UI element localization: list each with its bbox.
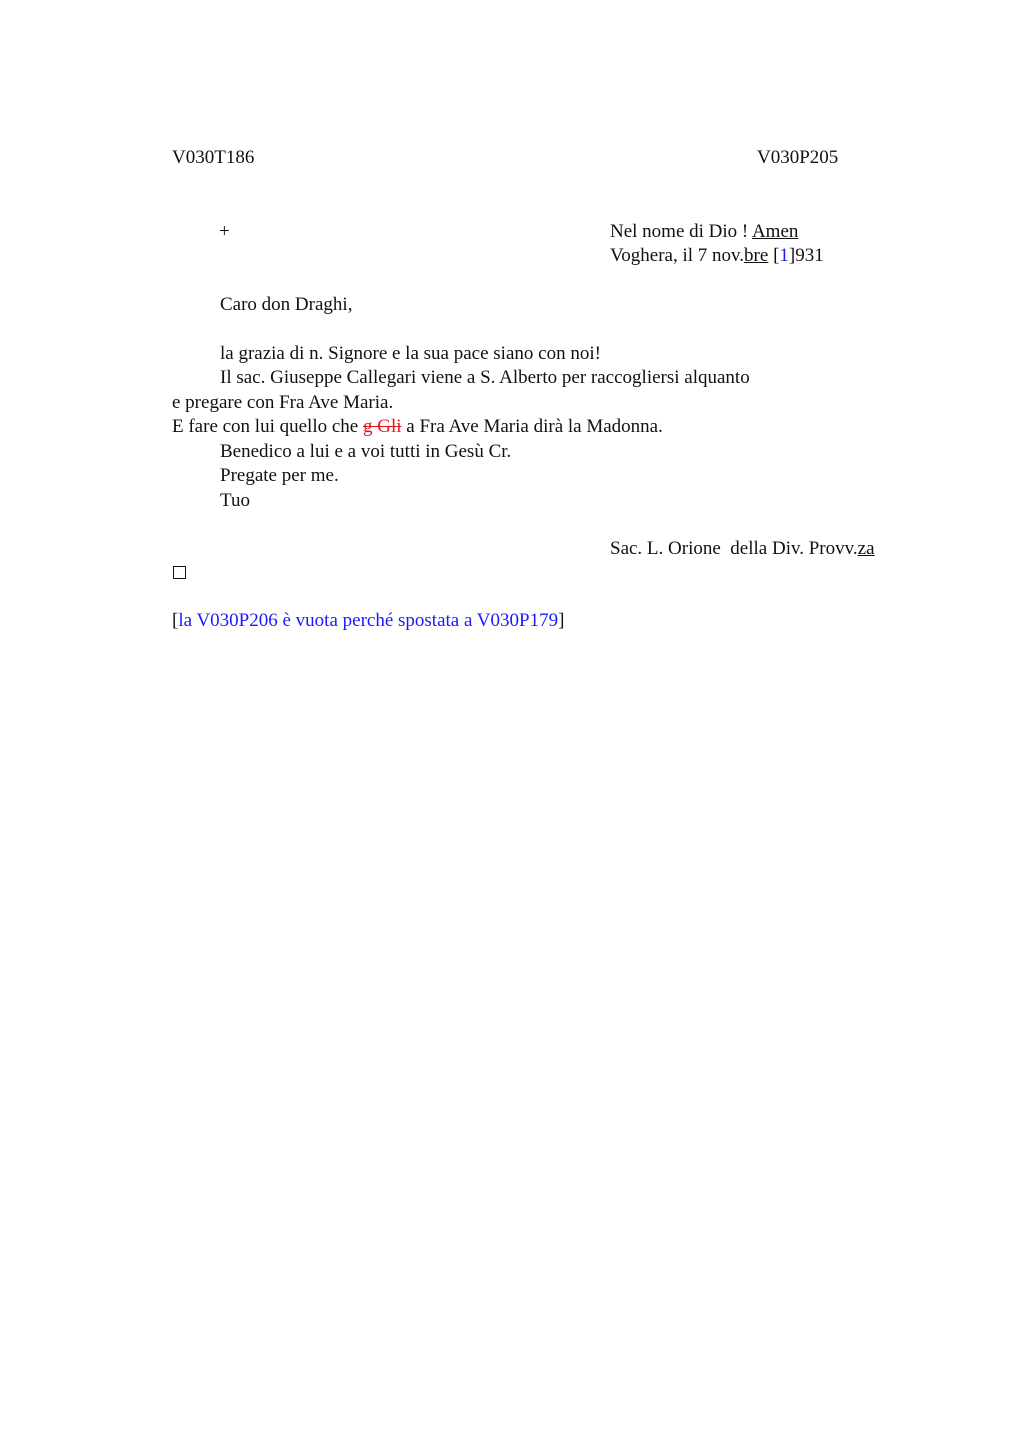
signature-text: Sac. L. Orione della Div. Provv. (610, 538, 858, 559)
document-code-left: V030T186 (172, 147, 255, 168)
editorial-note-text: la V030P206 è vuota perché spostata a V030P179 (178, 610, 559, 631)
place-date-bracket-open: [ (768, 245, 780, 266)
body-line-2: Il sac. Giuseppe Callegari viene a S. Alberto per raccogliersi alquanto (220, 367, 750, 388)
editorial-note-close: ] (558, 610, 565, 631)
body-line-4-before: E fare con lui quello che (172, 416, 363, 437)
place-date (610, 244, 824, 268)
editorial-note-open: [ (172, 610, 179, 631)
body-line-5: Benedico a lui e a voi tutti in Gesù Cr. (220, 441, 512, 462)
invocation-amen: Amen (751, 221, 799, 242)
place-date-prefix: Voghera, il 7 nov. (610, 245, 745, 266)
body-line-7: Tuo (220, 490, 250, 511)
editorial-note (172, 609, 564, 633)
place-date-year: ]931 (788, 245, 824, 266)
place-date-bracket-digit: 1 (779, 245, 789, 266)
body-line-4 (172, 415, 663, 439)
salutation: Caro don Draghi, (220, 294, 353, 315)
place-date-month-suffix: bre (744, 245, 769, 266)
signature-suffix: za (857, 538, 875, 559)
invocation (610, 220, 798, 244)
struck-text: g Gli (362, 416, 402, 437)
body-line-4-after: a Fra Ave Maria dirà la Madonna. (401, 416, 663, 437)
body-line-3: e pregare con Fra Ave Maria. (172, 392, 394, 413)
checkbox-symbol (173, 566, 186, 579)
body-line-6: Pregate per me. (220, 465, 339, 486)
signature (610, 537, 875, 561)
invocation-text: Nel nome di Dio ! (610, 221, 752, 242)
body-line-1: la grazia di n. Signore e la sua pace siano con noi! (220, 343, 601, 364)
cross-mark: + (219, 221, 230, 242)
page-code-right: V030P205 (757, 147, 839, 168)
